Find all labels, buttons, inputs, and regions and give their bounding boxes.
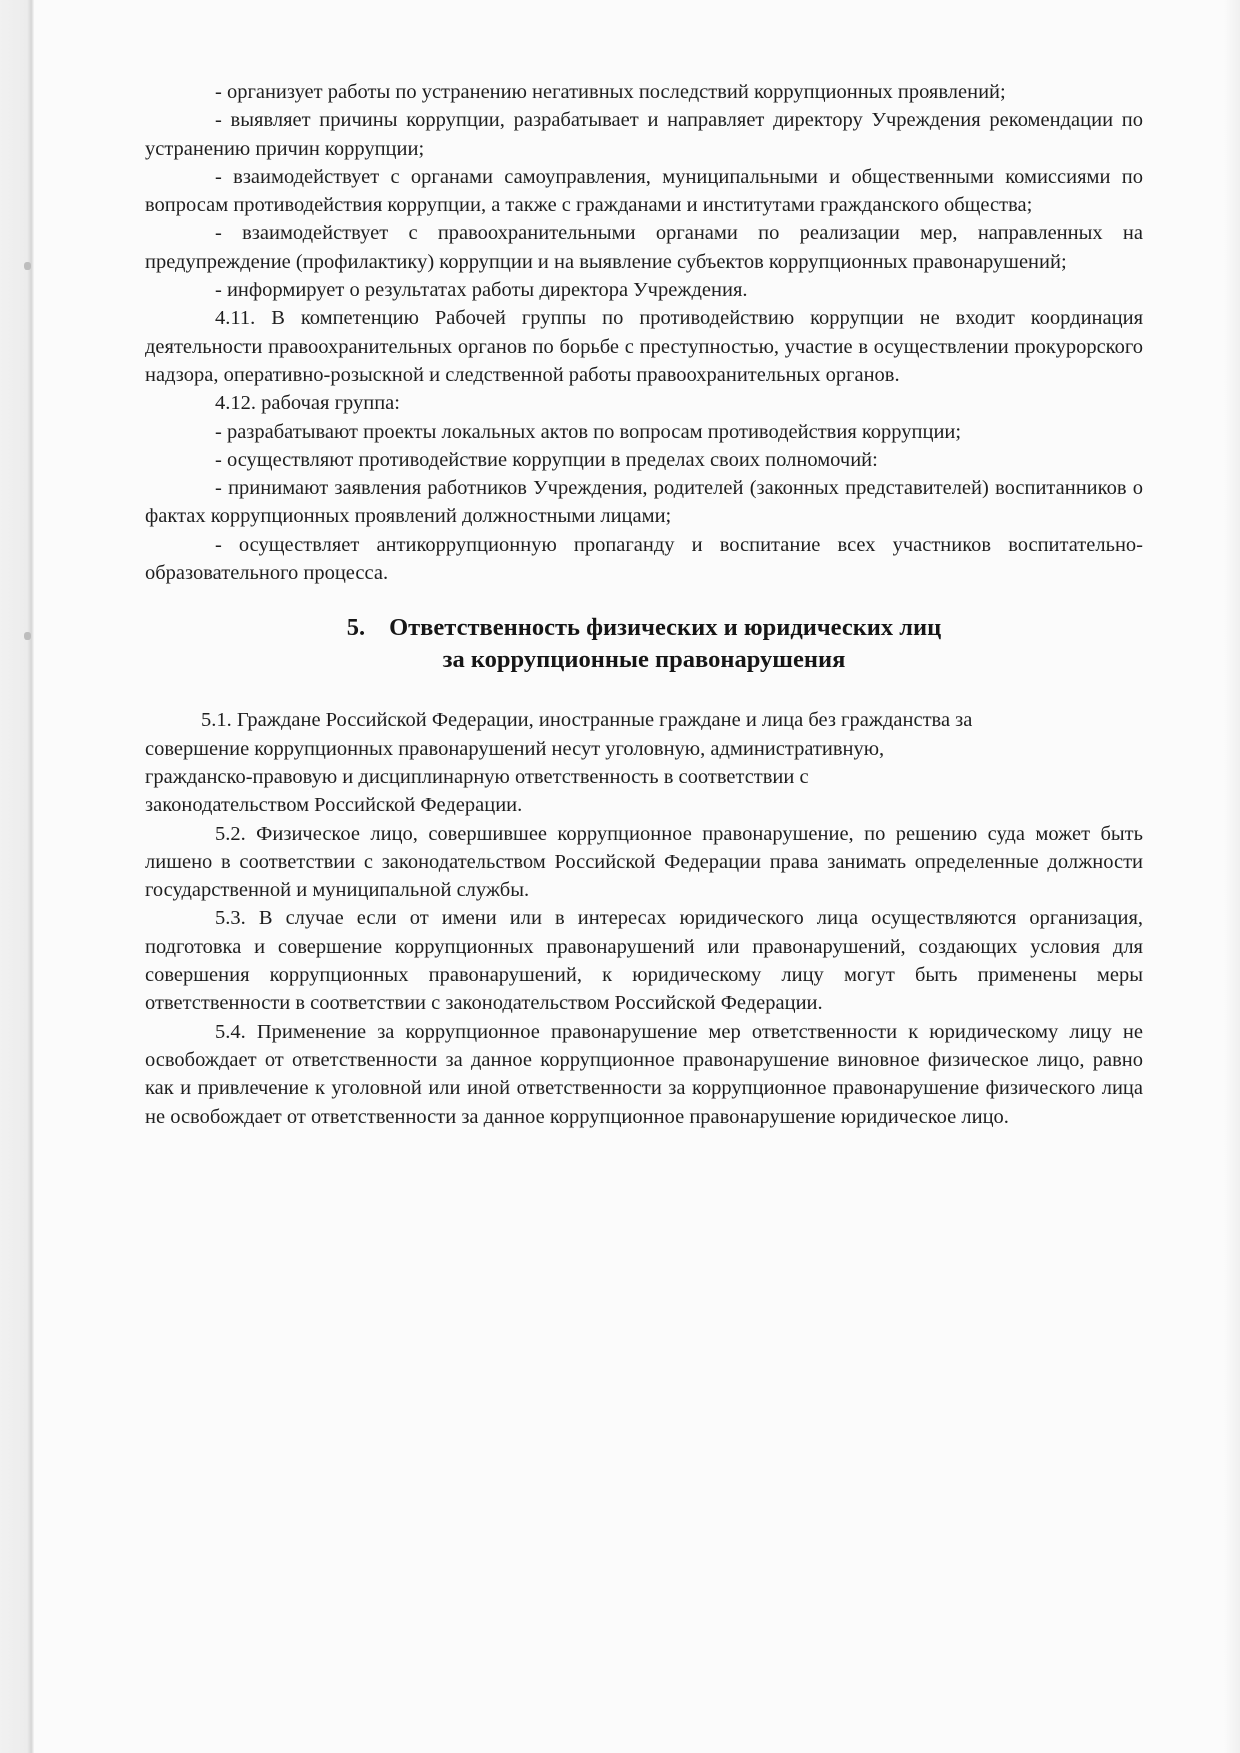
staple-hole-mark bbox=[24, 262, 31, 270]
paragraph: - осуществляют противодействие коррупции в пределах своих полномочий: bbox=[215, 448, 878, 471]
section-5-heading-line2: за коррупционные правонарушения bbox=[442, 646, 846, 674]
section-5-heading bbox=[145, 612, 1143, 676]
paragraph: - информирует о результатах работы директора Учреждения. bbox=[215, 279, 748, 302]
paragraph: - взаимодействует с правоохранительными органами по реализации мер, направленных на предупреждение (профилактику) коррупции и на выявление субъектов коррупционных правонарушений; bbox=[145, 222, 1143, 273]
paragraph-5-2: 5.2. Физическое лицо, совершившее коррупционное правонарушение, по решению суда может быть лишено в соответствии с законодательством Российской Федерации права занимать определенные должности государственной и муниципальной службы. bbox=[145, 822, 1143, 902]
paragraph-5-3: 5.3. В случае если от имени или в интересах юридического лица осуществляются организация, подготовка и совершение коррупционных правонарушений или правонарушений, создающих условия для совершения коррупционных правонарушений, к юридическому лицу могут быть применены меры ответственности в соответствии с законодательством Российской Федерации. bbox=[145, 907, 1143, 1015]
section-title: Ответственность физических и юридических лиц bbox=[389, 614, 942, 642]
paragraph: - принимают заявления работников Учреждения, родителей (законных представителей) воспитанников о фактах коррупционных проявлений должностными лицами; bbox=[145, 477, 1143, 528]
paragraph-5-1 bbox=[145, 706, 1143, 819]
paragraph-5-4: 5.4. Применение за коррупционное правонарушение мер ответственности к юридическому лицу не освобождает от ответственности за данное коррупционное правонарушение виновное физическое лицо, равно как и привлечение к уголовной или иной ответственности за коррупционное правонарушение физического лица не освобождает от ответственности за данное коррупционное правонарушение юридическое лицо. bbox=[145, 1020, 1143, 1128]
paragraph: - организует работы по устранению негативных последствий коррупционных проявлений; bbox=[215, 81, 1006, 103]
section-number: 5. bbox=[346, 614, 366, 642]
paragraph: - разрабатывают проекты локальных актов по вопросам противодействия коррупции; bbox=[215, 420, 962, 443]
paragraph: - осуществляет антикоррупционную пропаганду и воспитание всех участников воспитательно-образовательного процесса. bbox=[145, 533, 1143, 585]
staple-hole-mark bbox=[24, 632, 31, 640]
text-line: совершение коррупционных правонарушений несут уголовную, административную, bbox=[145, 737, 885, 760]
paragraph-4-11: 4.11. В компетенцию Рабочей группы по противодействию коррупции не входит координация деятельности правоохранительных органов по борьбе с преступностью, участие в осуществлении прокурорского надзора, оперативно-розыскной и следственной работы правоохранительных органов. bbox=[145, 307, 1143, 386]
scan-right-edge bbox=[1224, 0, 1240, 1753]
document-page bbox=[145, 78, 1143, 1131]
text-line: законодательством Российской Федерации. bbox=[145, 794, 523, 817]
paragraph: - взаимодействует с органами самоуправления, муниципальными и общественными комиссиями по вопросам противодействия коррупции, а также с гражданами и институтами гражданского общества; bbox=[145, 165, 1143, 217]
paragraph-4-12: 4.12. рабочая группа: bbox=[215, 392, 400, 415]
section-5-heading-line1 bbox=[145, 612, 1143, 644]
paragraph: - выявляет причины коррупции, разрабатывает и направляет директору Учреждения рекомендации по устранению причин коррупции; bbox=[145, 109, 1143, 160]
text-line: 5.1. Граждане Российской Федерации, иностранные граждане и лица без гражданства за bbox=[201, 709, 973, 732]
text-line: гражданско-правовую и дисциплинарную ответственность в соответствии с bbox=[145, 765, 809, 788]
